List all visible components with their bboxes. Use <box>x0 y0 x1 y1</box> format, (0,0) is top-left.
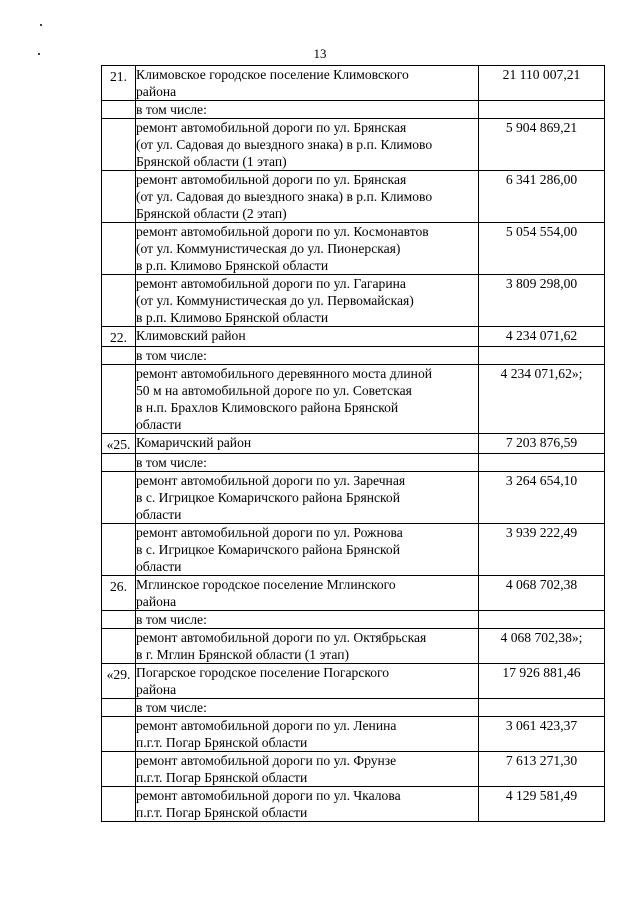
table-row <box>102 699 605 717</box>
description-line: Брянской области (1 этап) <box>136 154 287 169</box>
table-row <box>102 119 605 171</box>
description-line: (от ул. Коммунистическая до ул. Первомайская) <box>136 293 414 308</box>
row-number <box>102 699 136 717</box>
row-number <box>102 752 136 787</box>
table-row <box>102 664 605 699</box>
description-line: ремонт автомобильного деревянного моста длиной <box>136 366 433 381</box>
row-number <box>102 472 136 524</box>
row-amount: 3 061 423,37 <box>479 717 605 752</box>
table-row <box>102 752 605 787</box>
scan-speck <box>40 24 42 26</box>
row-number: 22. <box>102 327 136 347</box>
row-amount: 17 926 881,46 <box>479 664 605 699</box>
row-number: 21. <box>102 66 136 101</box>
description-line: в с. Игрицкое Комаричского района Брянской <box>136 542 401 557</box>
description-line: в р.п. Климово Брянской области <box>136 310 329 325</box>
description-line: (от ул. Садовая до выездного знака) в р.п. Климово <box>136 189 433 204</box>
table-row <box>102 629 605 664</box>
description-line: ремонт автомобильной дороги по ул. Брянская <box>136 172 407 187</box>
row-number <box>102 717 136 752</box>
row-number <box>102 275 136 327</box>
description-line: ремонт автомобильной дороги по ул. Заречная <box>136 473 406 488</box>
description-line: Климовское городское поселение Климовского <box>136 67 409 82</box>
description-line: в г. Мглин Брянской области (1 этап) <box>136 647 350 662</box>
description-line: в том числе: <box>136 455 207 470</box>
description-line: области <box>136 559 182 574</box>
row-amount <box>479 699 605 717</box>
row-description <box>136 699 479 717</box>
table-row <box>102 223 605 275</box>
row-amount: 4 129 581,49 <box>479 787 605 822</box>
table-row <box>102 472 605 524</box>
description-line: п.г.т. Погар Брянской области <box>136 805 308 820</box>
description-line: ремонт автомобильной дороги по ул. Гагарина <box>136 276 406 291</box>
row-amount: 7 203 876,59 <box>479 434 605 454</box>
row-amount: 4 234 071,62»; <box>479 365 605 434</box>
row-description <box>136 347 479 365</box>
description-line: 50 м на автомобильной дороге по ул. Советская <box>136 383 412 398</box>
funding-table <box>101 65 605 822</box>
row-description <box>136 66 479 101</box>
row-description <box>136 611 479 629</box>
description-line: п.г.т. Погар Брянской области <box>136 770 308 785</box>
row-amount <box>479 454 605 472</box>
row-description <box>136 717 479 752</box>
table-row <box>102 524 605 576</box>
row-number <box>102 223 136 275</box>
row-description <box>136 327 479 347</box>
row-amount: 21 110 007,21 <box>479 66 605 101</box>
table-row <box>102 611 605 629</box>
description-line: ремонт автомобильной дороги по ул. Фрунзе <box>136 753 397 768</box>
row-amount <box>479 347 605 365</box>
description-line: Брянской области (2 этап) <box>136 206 287 221</box>
row-amount: 4 068 702,38»; <box>479 629 605 664</box>
description-line: п.г.т. Погар Брянской области <box>136 735 308 750</box>
row-number <box>102 454 136 472</box>
row-description <box>136 524 479 576</box>
description-line: ремонт автомобильной дороги по ул. Октябрьская <box>136 630 427 645</box>
row-amount: 5 904 869,21 <box>479 119 605 171</box>
row-number <box>102 629 136 664</box>
description-line: в том числе: <box>136 348 207 363</box>
row-amount: 4 068 702,38 <box>479 576 605 611</box>
table-row <box>102 434 605 454</box>
table-row <box>102 365 605 434</box>
table-row <box>102 101 605 119</box>
row-amount: 3 939 222,49 <box>479 524 605 576</box>
description-line: Комаричский район <box>136 435 252 450</box>
row-number <box>102 611 136 629</box>
row-number <box>102 524 136 576</box>
row-amount: 3 264 654,10 <box>479 472 605 524</box>
row-amount: 4 234 071,62 <box>479 327 605 347</box>
row-amount: 6 341 286,00 <box>479 171 605 223</box>
table-row <box>102 171 605 223</box>
description-line: (от ул. Коммунистическая до ул. Пионерская) <box>136 241 401 256</box>
row-description <box>136 629 479 664</box>
description-line: ремонт автомобильной дороги по ул. Рожнова <box>136 525 403 540</box>
row-description <box>136 119 479 171</box>
row-description <box>136 454 479 472</box>
table-row <box>102 347 605 365</box>
description-line: области <box>136 507 182 522</box>
row-amount: 5 054 554,00 <box>479 223 605 275</box>
description-line: в с. Игрицкое Комаричского района Брянской <box>136 490 401 505</box>
description-line: ремонт автомобильной дороги по ул. Космонавтов <box>136 224 429 239</box>
row-number: «29. <box>102 664 136 699</box>
description-line: района <box>136 84 177 99</box>
row-amount: 7 613 271,30 <box>479 752 605 787</box>
table-row <box>102 576 605 611</box>
row-description <box>136 223 479 275</box>
row-description <box>136 472 479 524</box>
row-amount <box>479 101 605 119</box>
row-description <box>136 275 479 327</box>
description-line: Климовский район <box>136 328 246 343</box>
row-number <box>102 101 136 119</box>
row-number <box>102 119 136 171</box>
table-row <box>102 327 605 347</box>
row-number <box>102 365 136 434</box>
row-amount: 3 809 298,00 <box>479 275 605 327</box>
table-row <box>102 454 605 472</box>
description-line: области <box>136 417 182 432</box>
row-number <box>102 347 136 365</box>
table-row <box>102 66 605 101</box>
row-number <box>102 787 136 822</box>
description-line: в том числе: <box>136 102 207 117</box>
table-row <box>102 275 605 327</box>
row-amount <box>479 611 605 629</box>
description-line: в р.п. Климово Брянской области <box>136 258 329 273</box>
row-number <box>102 171 136 223</box>
description-line: ремонт автомобильной дороги по ул. Брянская <box>136 120 407 135</box>
description-line: в том числе: <box>136 700 207 715</box>
row-description <box>136 101 479 119</box>
table-row <box>102 787 605 822</box>
table-body <box>102 66 605 822</box>
description-line: Мглинское городское поселение Мглинского <box>136 577 396 592</box>
row-description <box>136 365 479 434</box>
row-number: 26. <box>102 576 136 611</box>
table-row <box>102 717 605 752</box>
row-number: «25. <box>102 434 136 454</box>
description-line: (от ул. Садовая до выездного знака) в р.п. Климово <box>136 137 433 152</box>
row-description <box>136 664 479 699</box>
description-line: ремонт автомобильной дороги по ул. Чкалова <box>136 788 401 803</box>
row-description <box>136 752 479 787</box>
description-line: в н.п. Брахлов Климовского района Брянской <box>136 400 399 415</box>
description-line: ремонт автомобильной дороги по ул. Ленина <box>136 718 397 733</box>
description-line: района <box>136 594 177 609</box>
description-line: в том числе: <box>136 612 207 627</box>
page-number: 13 <box>313 46 327 61</box>
row-description <box>136 576 479 611</box>
row-description <box>136 434 479 454</box>
row-description <box>136 171 479 223</box>
description-line: Погарское городское поселение Погарского <box>136 665 390 680</box>
description-line: района <box>136 682 177 697</box>
row-description <box>136 787 479 822</box>
